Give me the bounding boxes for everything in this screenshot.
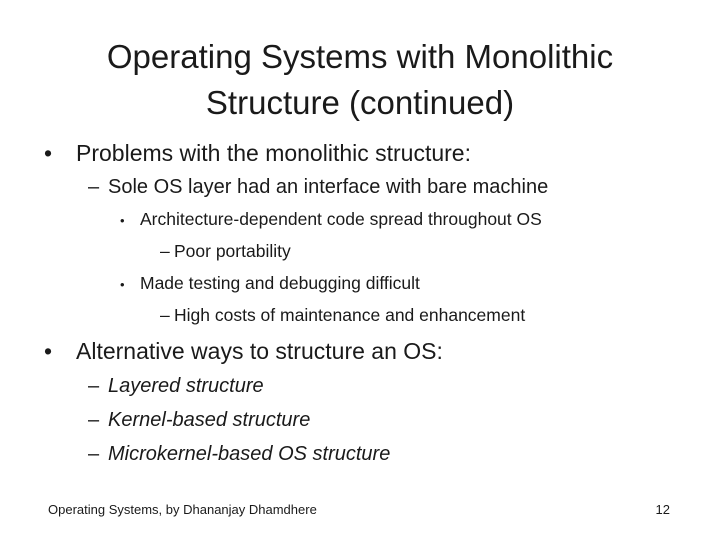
alternative-item [88, 409, 310, 432]
alternative-item [88, 375, 264, 398]
sole-layer-text: Sole OS layer had an interface with bare machine [108, 176, 549, 198]
dash-icon: – [88, 443, 100, 465]
title-line-1: Operating Systems with Monolithic [106, 38, 614, 75]
sub-sub-bullet-testing [120, 273, 420, 294]
alternative-kernel: Kernel-based structure [108, 409, 311, 431]
slide-title [0, 34, 720, 126]
bullet-alternatives [44, 338, 443, 365]
dash-icon: – [88, 375, 100, 397]
alternative-item [88, 443, 390, 466]
bullet-icon: • [120, 213, 125, 228]
sub-sub-sub-bullet-portability [160, 241, 291, 262]
bullet-icon: • [120, 277, 125, 292]
title-line-2: Structure (continued) [205, 84, 515, 121]
alternative-layered: Layered structure [108, 375, 264, 397]
footer-text: Operating Systems, by Dhananjay Dhamdhere [48, 502, 317, 517]
alternative-microkernel: Microkernel-based OS structure [108, 443, 391, 465]
bullet-icon: • [44, 338, 53, 364]
problems-heading: Problems with the monolithic structure: [76, 140, 471, 166]
architecture-text: Architecture-dependent code spread throughout OS [140, 209, 542, 229]
dash-icon: – [88, 409, 100, 431]
portability-text: Poor portability [174, 241, 291, 261]
sub-sub-bullet-architecture [120, 209, 542, 230]
bullet-icon: • [44, 140, 53, 166]
sub-sub-sub-bullet-costs [160, 305, 525, 326]
testing-text: Made testing and debugging difficult [140, 273, 420, 293]
alternatives-heading: Alternative ways to structure an OS: [76, 338, 443, 364]
dash-icon: – [160, 241, 170, 261]
page-number: 12 [655, 502, 670, 517]
costs-text: High costs of maintenance and enhancement [174, 305, 526, 325]
dash-icon: – [88, 176, 100, 198]
dash-icon: – [160, 305, 170, 325]
bullet-problems [44, 140, 471, 167]
sub-bullet-sole-layer [88, 176, 548, 199]
